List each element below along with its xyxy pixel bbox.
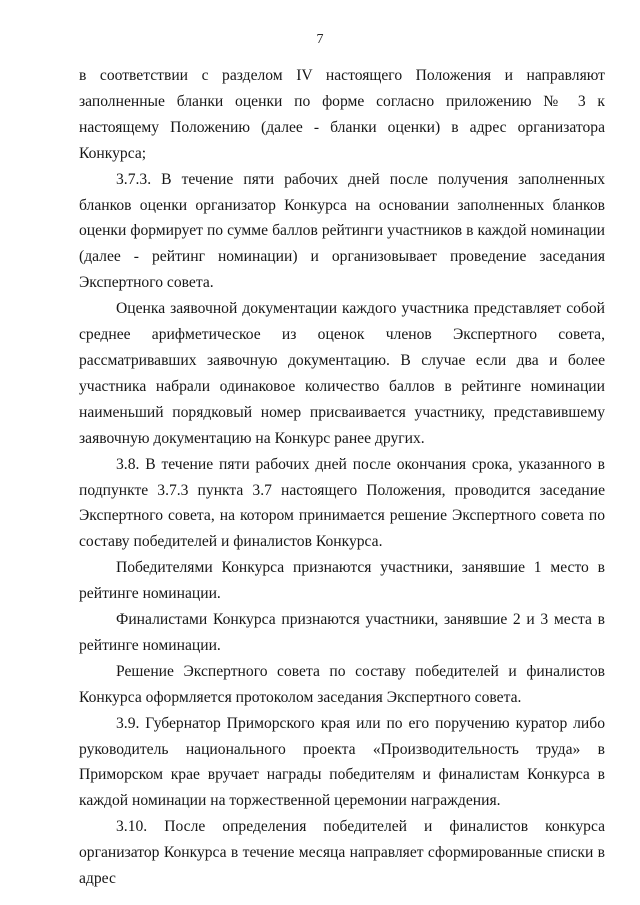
paragraph-3-7-3: 3.7.3. В течение пяти рабочих дней после получения заполненных бланков оценки организатор Конкурса на основании заполненных бланков оценки формирует по сумме баллов рейтинги участников в каждой номинации (далее - рейтинг номинации) и организовывает проведение заседания Экспертного совета. bbox=[79, 170, 605, 292]
paragraph-finalists: Финалистами Конкурса признаются участники, занявшие 2 и 3 места в рейтинге номинации. bbox=[79, 611, 605, 654]
paragraph-3-8: 3.8. В течение пяти рабочих дней после окончания срока, указанного в подпункте 3.7.3 пункта 3.7 настоящего Положения, проводится заседание Экспертного совета, на котором принимается решение Экспертного совета по составу победителей и финалистов Конкурса. bbox=[79, 455, 605, 551]
paragraph-continuation: в соответствии с разделом IV настоящего Положения и направляют заполненные бланки оценки по форме согласно приложению № 3 к настоящему Положению (далее - бланки оценки) в адрес организатора Конкурса; bbox=[79, 67, 605, 162]
paragraph-3-9: 3.9. Губернатор Приморского края или по его поручению куратор либо руководитель национального проекта «Производительность труда» в Приморском крае вручает награды победителям и финалистам Конкурса в каждой номинации на торжественной церемонии награждения. bbox=[79, 714, 605, 810]
document-body bbox=[79, 63, 605, 892]
paragraph-winners: Победителями Конкурса признаются участники, занявшие 1 место в рейтинге номинации. bbox=[79, 559, 605, 603]
page-number: 7 bbox=[316, 32, 324, 47]
paragraph-evaluation: Оценка заявочной документации каждого участника представляет собой среднее арифметическое из оценок членов Экспертного совета, рассматривавших заявочную документацию. В случае если два и более участника набрали одинаковое количество баллов в рейтинге номинации наименьший порядковый номер присваивается участнику, представившему заявочную документацию на Конкурс ранее других. bbox=[79, 300, 605, 447]
paragraph-decision: Решение Экспертного совета по составу победителей и финалистов Конкурса оформляется протоколом заседания Экспертного совета. bbox=[79, 662, 605, 706]
paragraph-3-10: 3.10. После определения победителей и финалистов конкурса организатор Конкурса в течение месяца направляет сформированные списки в адрес bbox=[79, 818, 605, 888]
